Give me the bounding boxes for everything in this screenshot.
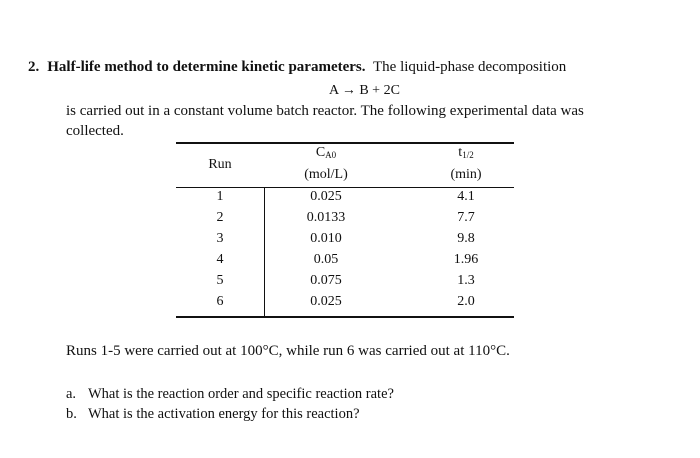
table-bottom-rule — [176, 316, 514, 318]
reaction-equation: A → B + 2C — [329, 83, 400, 98]
table-cell-run: 3 — [216, 231, 224, 246]
table-column-divider — [264, 188, 265, 316]
description-line-2: collected. — [66, 123, 124, 139]
table-cell-ca0: 0.025 — [310, 189, 342, 204]
header-ca0 — [276, 145, 376, 161]
header-half-life — [416, 145, 516, 161]
table-cell-half-life: 4.1 — [457, 189, 475, 204]
table-cell-half-life: 2.0 — [457, 294, 475, 309]
table-cell-run: 6 — [216, 294, 224, 309]
data-table — [176, 142, 514, 318]
header-ca0-unit: (mol/L) — [304, 167, 348, 182]
problem-title: Half-life method to determine kinetic parameters. — [47, 59, 366, 75]
table-cell-run: 1 — [216, 189, 224, 204]
problem-statement-line — [28, 59, 566, 76]
table-cell-half-life: 1.3 — [457, 273, 475, 288]
header-ca0-symbol: C — [315, 145, 326, 160]
header-run: Run — [208, 157, 232, 172]
table-cell-half-life: 7.7 — [457, 210, 475, 225]
header-ca0-subscript: A0 — [325, 150, 337, 160]
header-half-life-symbol: t — [458, 145, 463, 160]
table-cell-half-life: 1.96 — [453, 252, 479, 267]
table-cell-run: 2 — [216, 210, 224, 225]
table-cell-ca0: 0.010 — [310, 231, 342, 246]
table-cell-run: 5 — [216, 273, 224, 288]
header-half-life-unit: (min) — [450, 167, 482, 182]
table-cell-ca0: 0.075 — [310, 273, 342, 288]
question-a-text: What is the reaction order and specific reaction rate? — [88, 386, 394, 402]
table-cell-ca0: 0.025 — [310, 294, 342, 309]
question-b-text: What is the activation energy for this reaction? — [88, 406, 360, 422]
problem-intro: The liquid-phase decomposition — [373, 59, 567, 75]
question-a — [66, 386, 394, 403]
question-a-letter: a. — [66, 386, 77, 402]
table-cell-half-life: 9.8 — [457, 231, 475, 246]
table-cell-ca0: 0.05 — [313, 252, 339, 267]
table-cell-run: 4 — [216, 252, 224, 267]
table-header-rule — [176, 187, 514, 188]
problem-number: 2. — [28, 59, 40, 75]
header-half-life-subscript: 1/2 — [462, 150, 474, 160]
table-cell-ca0: 0.0133 — [306, 210, 346, 225]
question-b — [66, 406, 360, 423]
description-line-1: is carried out in a constant volume batch reactor. The following experimental data was — [66, 103, 584, 119]
temperature-note: Runs 1-5 were carried out at 100°C, while run 6 was carried out at 110°C. — [66, 343, 510, 359]
table-top-rule — [176, 142, 514, 144]
question-b-letter: b. — [66, 406, 77, 422]
